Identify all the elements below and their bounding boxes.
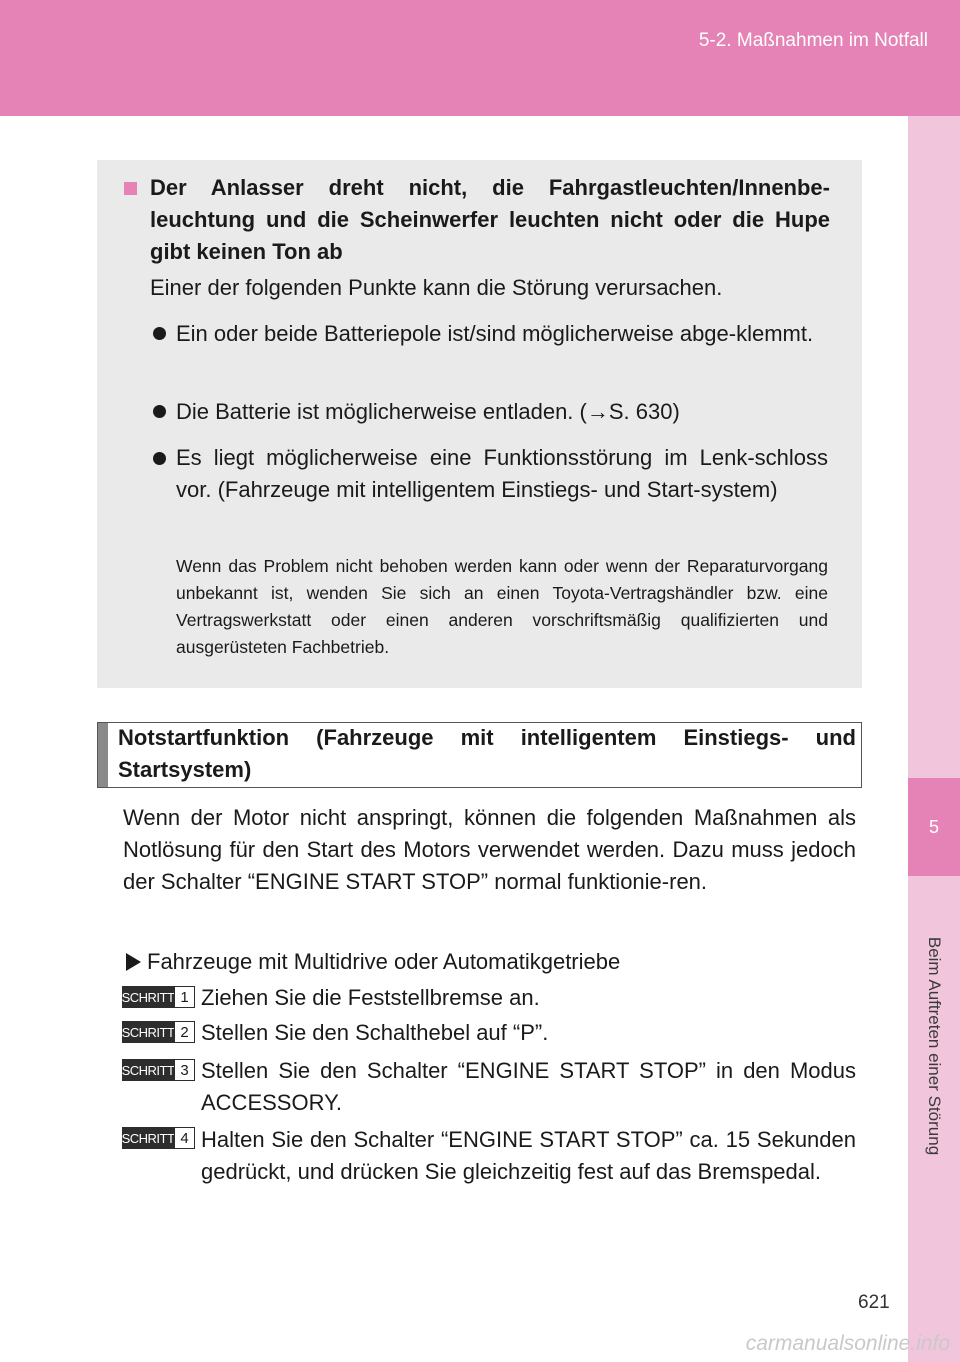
bullet-dot-icon bbox=[153, 405, 166, 418]
chapter-number: 5 bbox=[908, 778, 960, 876]
subheading bbox=[126, 946, 620, 978]
square-bullet-icon bbox=[124, 182, 137, 195]
info-box-note: Wenn das Problem nicht behoben werden kann oder wenn der Reparaturvorgang unbekannt ist, wenden Sie sich an einen Toyota-Vertragshändler bzw. eine Vertragswerkstatt oder einen anderen vorschriftsmäßig qualifizierten und ausgerüsteten Fachbetrieb. bbox=[176, 556, 828, 657]
info-box-intro: Einer der folgenden Punkte kann die Störung verursachen. bbox=[150, 275, 723, 300]
step-2-text: Stellen Sie den Schalthebel auf “P”. bbox=[201, 1020, 549, 1045]
triangle-right-icon bbox=[126, 953, 141, 971]
step-badge bbox=[122, 1127, 196, 1149]
info-bullet-1: Ein oder beide Batteriepole ist/sind möglicherweise abge-klemmt. bbox=[176, 321, 814, 346]
info-box-heading: Der Anlasser dreht nicht, die Fahrgastleuchten/Innenbe-leuchtung und die Scheinwerfer leuchten nicht oder die Hupe gibt keinen Ton ab bbox=[150, 175, 830, 264]
step-badge-number: 4 bbox=[174, 1127, 195, 1149]
step-badge bbox=[122, 986, 196, 1008]
step-badge-number: 3 bbox=[174, 1059, 195, 1081]
page-number: 621 bbox=[858, 1292, 890, 1313]
step-badge bbox=[122, 1021, 196, 1043]
info-bullet-2: Die Batterie ist möglicherweise entladen. (→S. 630) bbox=[176, 399, 680, 424]
section-bar-accent bbox=[98, 723, 108, 787]
step-badge-word: SCHRITT bbox=[122, 1127, 174, 1149]
section-body: Wenn der Motor nicht anspringt, können die folgenden Maßnahmen als Notlösung für den Start des Motors verwendet werden. Dazu muss jedoch der Schalter “ENGINE START STOP” normal funktionie-ren. bbox=[123, 805, 856, 894]
step-badge-word: SCHRITT bbox=[122, 986, 174, 1008]
section-title: Notstartfunktion (Fahrzeuge mit intelligentem Einstiegs- und Startsystem) bbox=[118, 725, 856, 782]
watermark: carmanualsonline.info bbox=[745, 1332, 950, 1355]
step-badge-word: SCHRITT bbox=[122, 1059, 174, 1081]
step-badge bbox=[122, 1059, 196, 1081]
bullet-dot-icon bbox=[153, 327, 166, 340]
step-badge-word: SCHRITT bbox=[122, 1021, 174, 1043]
step-4-text: Halten Sie den Schalter “ENGINE START STOP” ca. 15 Sekunden gedrückt, und drücken Sie gleichzeitig fest auf das Bremspedal. bbox=[201, 1127, 856, 1184]
step-badge-number: 1 bbox=[174, 986, 195, 1008]
subheading-text: Fahrzeuge mit Multidrive oder Automatikgetriebe bbox=[147, 949, 621, 974]
step-3-text: Stellen Sie den Schalter “ENGINE START STOP” in den Modus ACCESSORY. bbox=[201, 1058, 856, 1115]
chapter-title: Beim Auftreten einer Störung bbox=[925, 936, 944, 1156]
info-bullet-3: Es liegt möglicherweise eine Funktionsstörung im Lenk-schloss vor. (Fahrzeuge mit intelligentem Einstiegs- und Start-system) bbox=[176, 445, 828, 502]
chapter-side-tab bbox=[908, 116, 960, 1362]
section-header: 5-2. Maßnahmen im Notfall bbox=[698, 30, 928, 51]
bullet-dot-icon bbox=[153, 452, 166, 465]
header-band bbox=[0, 0, 960, 116]
step-badge-number: 2 bbox=[174, 1021, 195, 1043]
step-1-text: Ziehen Sie die Feststellbremse an. bbox=[201, 985, 540, 1010]
